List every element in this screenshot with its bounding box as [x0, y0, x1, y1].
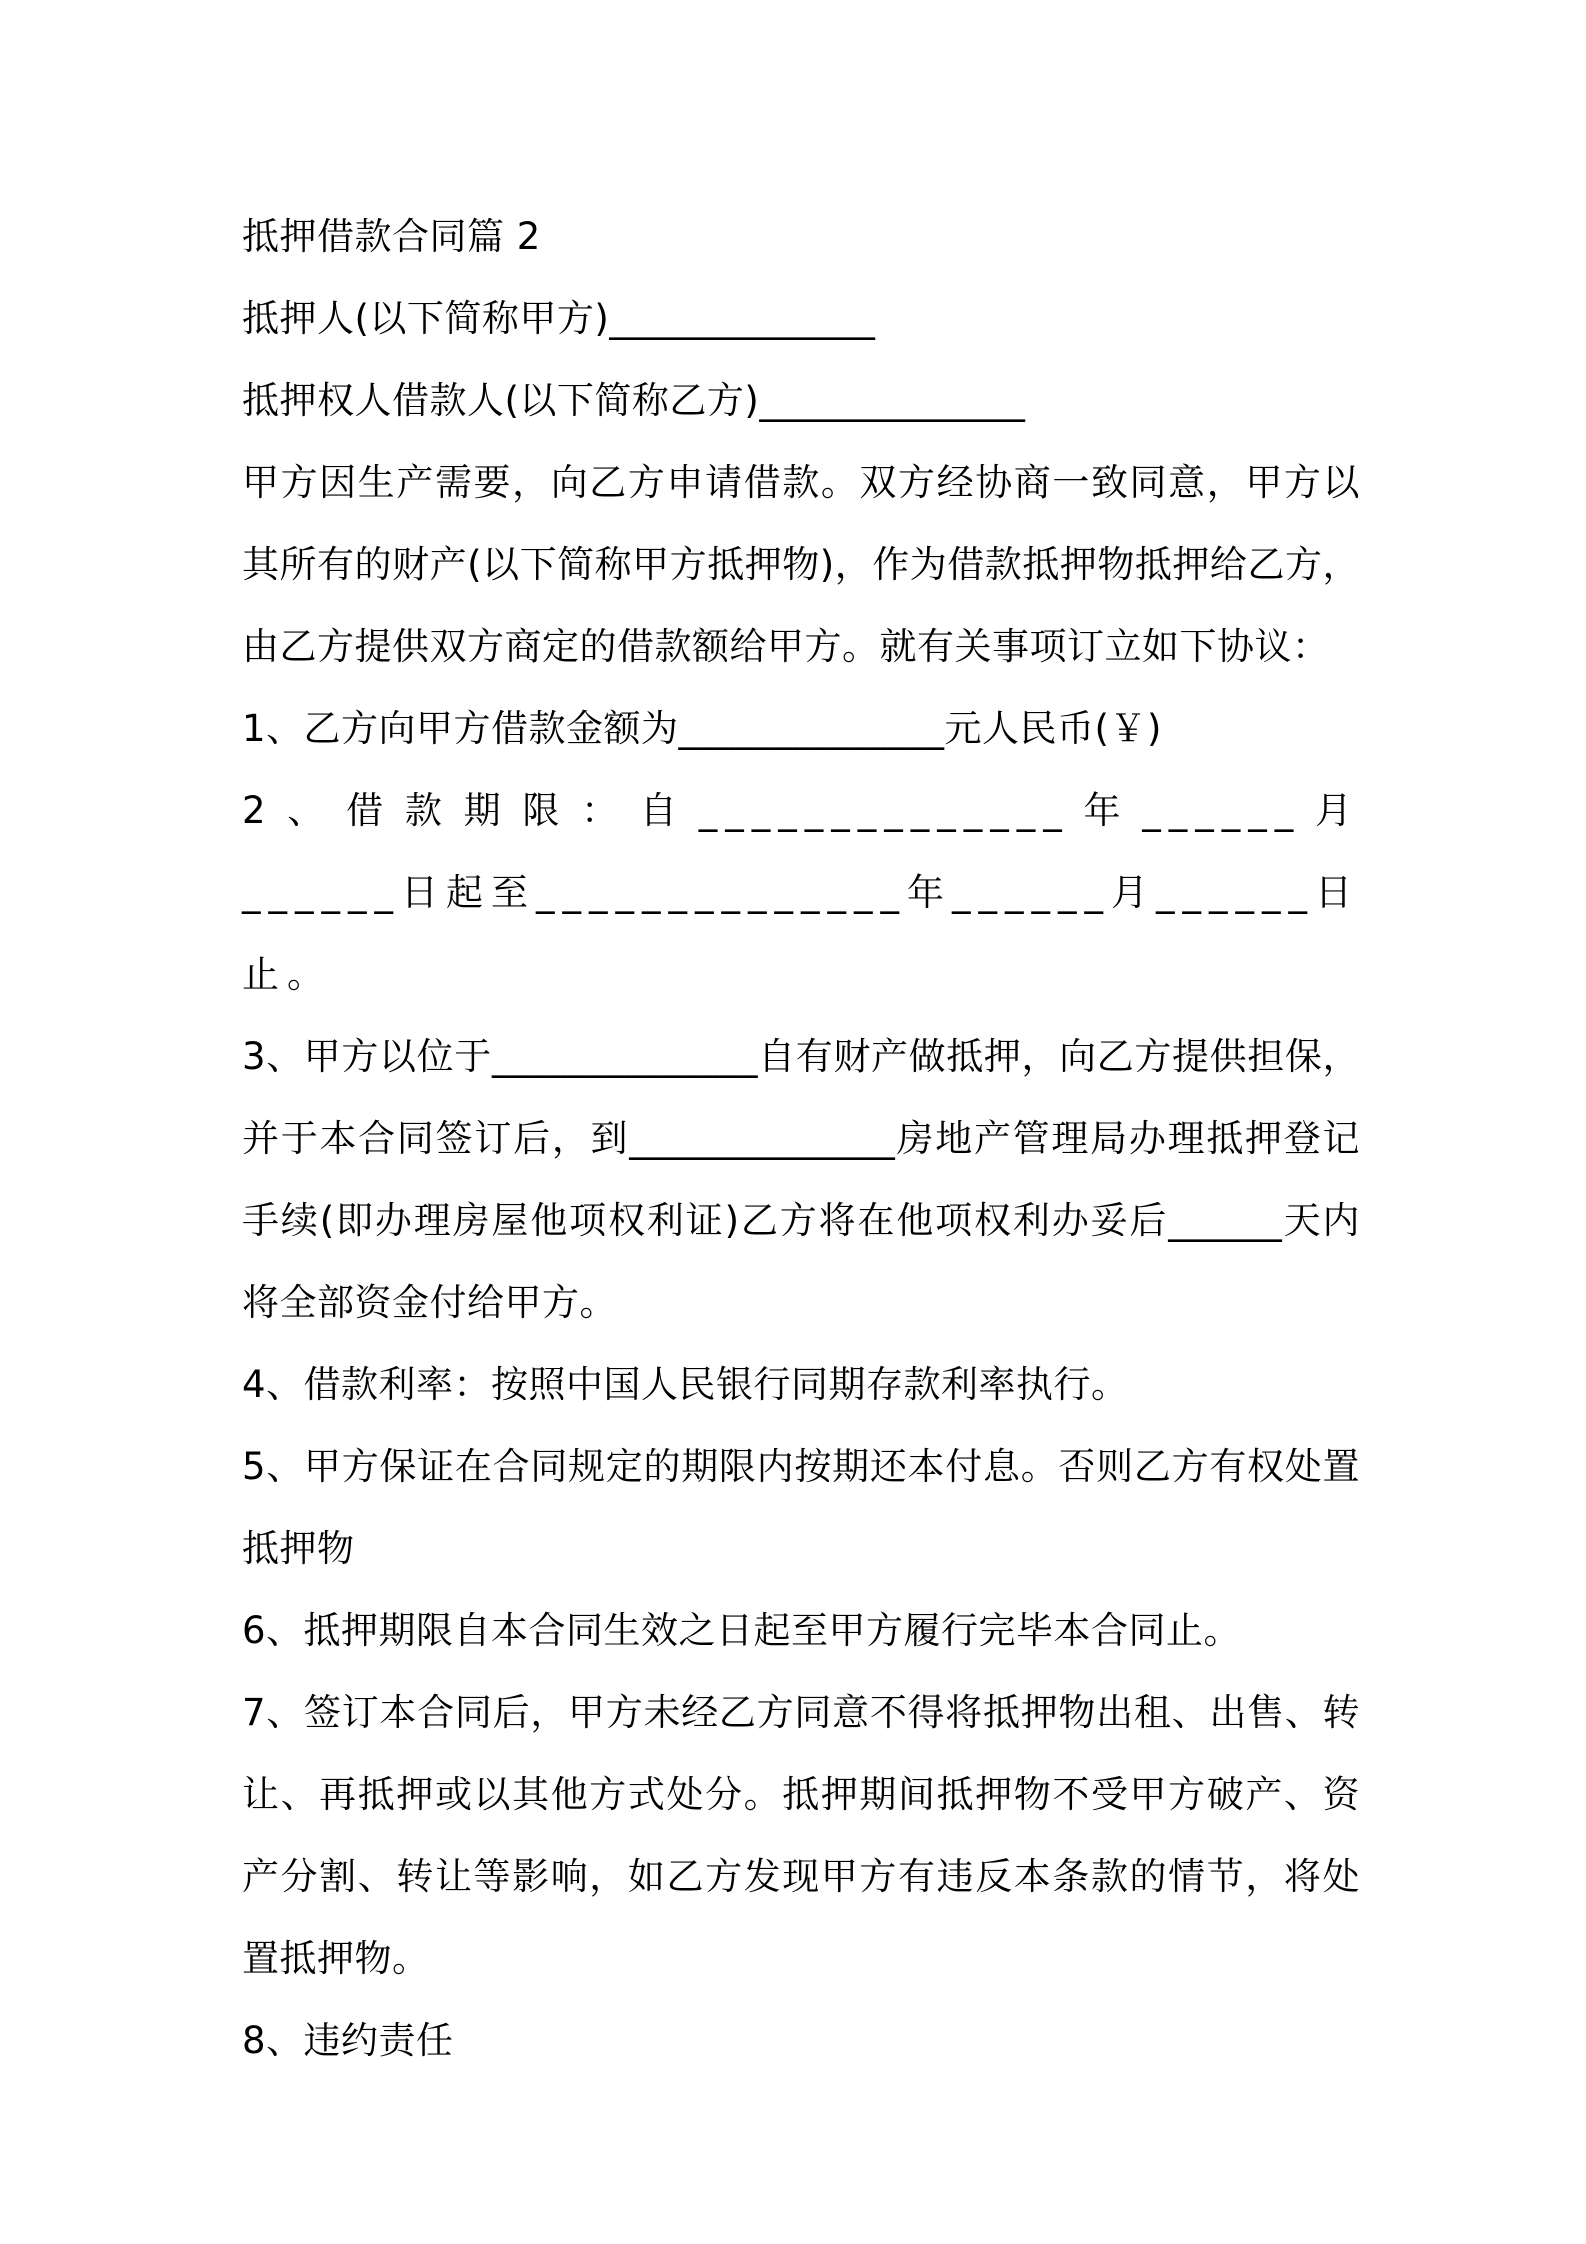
clause-5: 5、甲方保证在合同规定的期限内按期还本付息。否则乙方有权处置抵押物 — [242, 1445, 1360, 1570]
mortgagee-line: 抵押权人借款人(以下简称乙方)______________ — [242, 379, 1026, 422]
document-body — [242, 196, 1360, 2082]
clause-4: 4、借款利率：按照中国人民银行同期存款利率执行。 — [242, 1363, 1129, 1406]
clause-2: 2、借款期限：自______________年______月______日起至______________年______月______日止。 — [242, 789, 1360, 996]
document-title: 抵押借款合同篇 2 — [242, 215, 541, 258]
intro-paragraph: 甲方因生产需要，向乙方申请借款。双方经协商一致同意，甲方以其所有的财产(以下简称甲方抵押物)，作为借款抵押物抵押给乙方，由乙方提供双方商定的借款额给甲方。就有关事项订立如下协议： — [242, 461, 1360, 668]
clause-7: 7、签订本合同后，甲方未经乙方同意不得将抵押物出租、出售、转让、再抵押或以其他方式处分。抵押期间抵押物不受甲方破产、资产分割、转让等影响，如乙方发现甲方有违反本条款的情节，将处置抵押物。 — [242, 1691, 1360, 1980]
clause-1: 1、乙方向甲方借款金额为______________元人民币(￥) — [242, 707, 1162, 750]
clause-8: 8、违约责任 — [242, 2019, 454, 2062]
clause-3: 3、甲方以位于______________自有财产做抵押，向乙方提供担保，并于本合同签订后，到______________房地产管理局办理抵押登记手续(即办理房屋他项权利证)乙方将在他项权利办妥后______天内将全部资金付给甲方。 — [242, 1035, 1360, 1324]
mortgagor-line: 抵押人(以下简称甲方)______________ — [242, 297, 876, 340]
clause-6: 6、抵押期限自本合同生效之日起至甲方履行完毕本合同止。 — [242, 1609, 1242, 1652]
